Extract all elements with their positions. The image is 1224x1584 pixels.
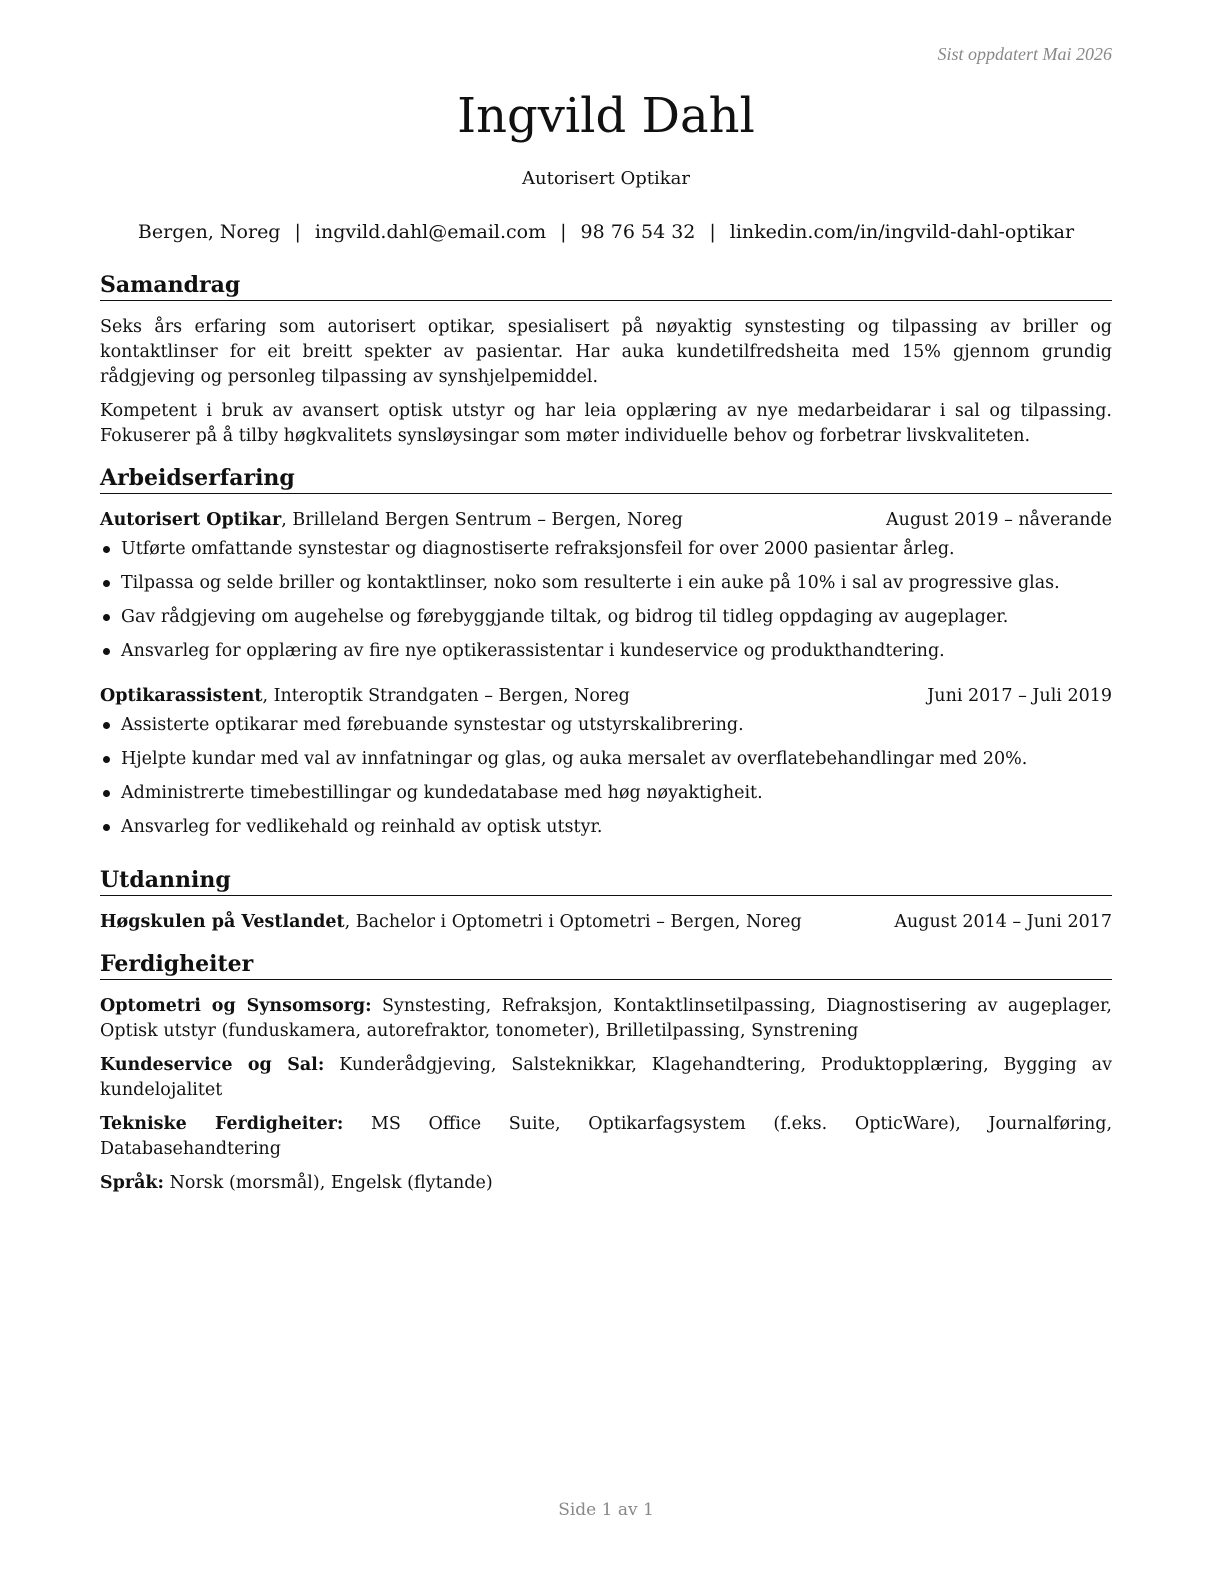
summary-paragraph: Kompetent i bruk av avansert optisk utstyr og har leia opplæring av nye medarbeidarar i sal og tilpassing. Fokuserer på å tilby høgkvalitets synsløysingar som møter individuelle behov og forbetrar livskvaliteten. bbox=[100, 401, 1112, 446]
bullet-icon bbox=[103, 648, 110, 655]
bullet-icon bbox=[103, 546, 110, 553]
job-bullet: Tilpassa og selde briller og kontaktlinser, noko som resulterte i ein auke på 10% i sal av progressive glas. bbox=[100, 571, 1112, 596]
contact-email[interactable]: ingvild.dahl@email.com bbox=[314, 221, 547, 243]
skill-line bbox=[100, 1112, 1112, 1162]
job-header bbox=[100, 684, 1112, 709]
bullet-icon bbox=[103, 580, 110, 587]
job-bullet: Ansvarleg for vedlikehald og reinhald av optisk utstyr. bbox=[100, 815, 1112, 840]
job-dates: August 2019 – nåverande bbox=[886, 510, 1112, 530]
job-bullet: Utførte omfattande synstestar og diagnostiserte refraksjonsfeil for over 2000 pasientar årleg. bbox=[100, 537, 1112, 562]
skill-label: Tekniske Ferdigheiter: bbox=[100, 1114, 344, 1134]
education-school: Høgskulen på Vestlandet bbox=[100, 912, 345, 932]
section-heading-experience: Arbeidserfaring bbox=[100, 464, 1112, 494]
contact-linkedin[interactable]: linkedin.com/in/ingvild-dahl-optikar bbox=[729, 221, 1075, 243]
candidate-title: Autorisert Optikar bbox=[522, 168, 690, 189]
experience-section bbox=[100, 464, 1112, 849]
section-heading-skills: Ferdigheiter bbox=[100, 950, 1112, 980]
skill-text: MS Office Suite, Optikarfagsystem (f.eks. OpticWare), Journalføring, Databasehandtering bbox=[100, 1114, 1113, 1159]
contact-separator: | bbox=[709, 221, 716, 243]
job-bullets bbox=[100, 713, 1112, 840]
skill-line bbox=[100, 1171, 1112, 1196]
job-entry bbox=[100, 684, 1112, 840]
education-dates: August 2014 – Juni 2017 bbox=[894, 912, 1112, 932]
job-role: Autorisert Optikar bbox=[100, 510, 282, 530]
summary-paragraph: Seks års erfaring som autorisert optikar, spesialisert på nøyaktig synstesting og tilpassing av briller og kontaktlinser for eit breitt spekter av pasientar. Har auka kundetilfredsheita med 15% gjennom grundig rådgjeving og personleg tilpassing av synshjelpemiddel. bbox=[100, 317, 1112, 387]
skill-text: Kunderådgjeving, Salsteknikkar, Klagehandtering, Produktopplæring, Bygging av kundelojalitet bbox=[100, 1055, 1112, 1100]
job-entry bbox=[100, 508, 1112, 664]
skill-text: Norsk (morsmål), Engelsk (flytande) bbox=[164, 1173, 493, 1193]
skill-label: Optometri og Synsomsorg: bbox=[100, 996, 372, 1016]
skills-section bbox=[100, 950, 1112, 1205]
education-entry bbox=[100, 910, 1112, 935]
contact-separator: | bbox=[294, 221, 301, 243]
job-employer: , Brilleland Bergen Sentrum – Bergen, Noreg bbox=[281, 510, 683, 530]
candidate-name: Ingvild Dahl bbox=[457, 88, 755, 144]
job-role: Optikarassistent bbox=[100, 686, 263, 706]
skill-line bbox=[100, 994, 1112, 1044]
last-updated-note: Sist oppdatert Mai 2026 bbox=[937, 44, 1112, 64]
skill-label: Kundeservice og Sal: bbox=[100, 1055, 325, 1075]
bullet-icon bbox=[103, 722, 110, 729]
skill-label: Språk: bbox=[100, 1173, 165, 1193]
bullet-icon bbox=[103, 824, 110, 831]
contact-separator: | bbox=[560, 221, 567, 243]
job-bullet: Hjelpte kundar med val av innfatningar og glas, og auka mersalet av overflatebehandlingar med 20%. bbox=[100, 747, 1112, 772]
page-number: Side 1 av 1 bbox=[558, 1500, 654, 1520]
skill-line bbox=[100, 1053, 1112, 1103]
job-bullet: Administrerte timebestillingar og kundedatabase med høg nøyaktigheit. bbox=[100, 781, 1112, 806]
job-employer: , Interoptik Strandgaten – Bergen, Noreg bbox=[262, 686, 630, 706]
job-bullet: Assisterte optikarar med førebuande synstestar og utstyrskalibrering. bbox=[100, 713, 1112, 738]
education-section bbox=[100, 866, 1112, 935]
contact-location: Bergen, Noreg bbox=[137, 221, 281, 243]
education-degree: , Bachelor i Optometri i Optometri – Bergen, Noreg bbox=[344, 912, 802, 932]
resume-page bbox=[100, 0, 1112, 1584]
job-bullets bbox=[100, 537, 1112, 664]
summary-section bbox=[100, 271, 1112, 449]
bullet-icon bbox=[103, 790, 110, 797]
bullet-icon bbox=[103, 614, 110, 621]
contact-phone: 98 76 54 32 bbox=[580, 221, 696, 243]
section-heading-summary: Samandrag bbox=[100, 271, 1112, 301]
section-heading-education: Utdanning bbox=[100, 866, 1112, 896]
skill-text: Synstesting, Refraksjon, Kontaktlinsetilpassing, Diagnostisering av augeplager, Optisk utstyr (funduskamera, autorefraktor, tonometer), Brilletilpassing, Synstrening bbox=[100, 996, 1112, 1041]
job-bullet: Ansvarleg for opplæring av fire nye optikerassistentar i kundeservice og produkthandtering. bbox=[100, 639, 1112, 664]
job-header bbox=[100, 508, 1112, 533]
contact-line bbox=[100, 219, 1112, 245]
job-dates: Juni 2017 – Juli 2019 bbox=[927, 686, 1112, 706]
bullet-icon bbox=[103, 756, 110, 763]
job-bullet: Gav rådgjeving om augehelse og førebyggjande tiltak, og bidrog til tidleg oppdaging av augeplager. bbox=[100, 605, 1112, 630]
